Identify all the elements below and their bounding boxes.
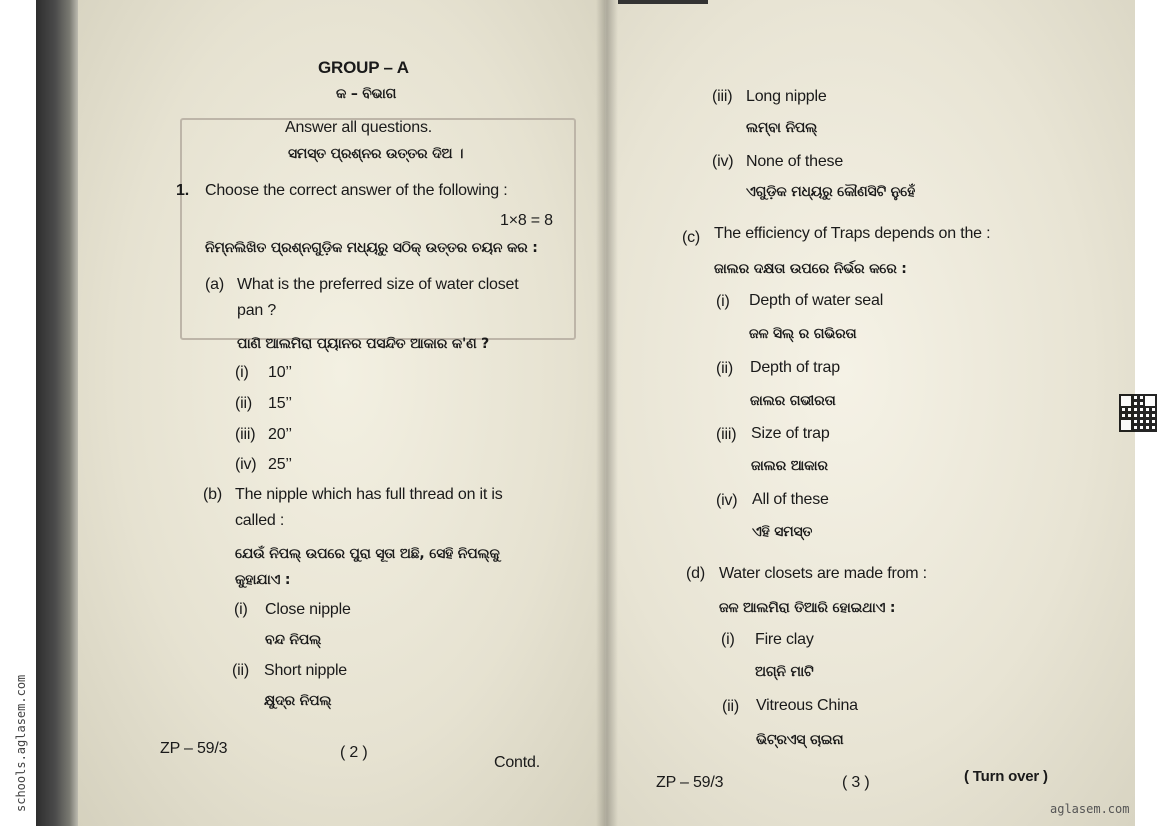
option-text: Depth of water seal — [749, 292, 884, 309]
option-label: (iv) — [716, 492, 738, 509]
footer-paper-code: ZP – 59/3 — [656, 774, 724, 791]
footer-turn-over: ( Turn over ) — [964, 768, 1048, 785]
question-text-odia: ନିମ୍ନଲିଖିତ ପ୍ରଶ୍ନଗୁଡ଼ିକ ମଧ୍ୟରୁ ସଠିକ୍ ଉତ୍ତର ଚୟନ କର : — [205, 240, 538, 256]
qr-finder — [1119, 418, 1133, 432]
subquestion-b-label: (b) — [203, 486, 222, 503]
footer-contd: Contd. — [494, 754, 540, 771]
option-text: 25’’ — [268, 456, 292, 473]
page-gutter — [596, 0, 618, 826]
option-label: (iii) — [716, 426, 737, 443]
option-label: (ii) — [716, 360, 733, 377]
option-text: Short nipple — [264, 662, 347, 679]
subquestion-d-label: (d) — [686, 565, 705, 582]
group-title-odia: କ – ବିଭାଗ — [336, 86, 397, 102]
question-marks: 1×8 = 8 — [500, 212, 553, 229]
subquestion-d-text: Water closets are made from : — [719, 565, 927, 582]
right-page — [605, 0, 1135, 826]
option-label: (i) — [721, 631, 735, 648]
option-odia: ବନ୍ଦ ନିପଲ୍ — [265, 632, 322, 648]
option-odia: ଅଗ୍ନି ମାଟି — [755, 664, 814, 680]
option-text: All of these — [752, 491, 829, 508]
option-odia: ଏହି ସମସ୍ତ — [752, 524, 813, 540]
option-odia: ଲମ୍ବା ନିପଲ୍ — [746, 120, 818, 136]
question-number: 1. — [176, 182, 189, 199]
subquestion-b-text-cont: called : — [235, 512, 285, 529]
subquestion-b-odia: ଯେଉଁ ନିପଲ୍ ଉପରେ ପୁରା ସୂତା ଅଛି, ସେହି ନିପଲ୍‌କୁ — [235, 546, 500, 562]
qr-code — [1119, 394, 1157, 432]
subquestion-a-label: (a) — [205, 276, 224, 293]
subquestion-c-text: The efficiency of Traps depends on the : — [714, 225, 991, 242]
group-title: GROUP – A — [318, 58, 409, 77]
qr-finder — [1119, 394, 1133, 408]
option-label: (i) — [235, 364, 249, 381]
option-label: (i) — [716, 293, 730, 310]
subquestion-d-odia: ଜଳ ଆଲମିରା ତିଆରି ହୋଇଥାଏ : — [719, 600, 896, 616]
option-odia: ଜାଲର ଆକାର — [751, 458, 828, 474]
subquestion-c-odia: ଜାଲର ଦକ୍ଷତା ଉପରେ ନିର୍ଭର କରେ : — [714, 261, 907, 277]
subquestion-b-odia-cont: କୁହାଯାଏ : — [235, 572, 291, 588]
option-label: (ii) — [235, 395, 252, 412]
option-label: (ii) — [722, 698, 739, 715]
option-text: Close nipple — [265, 601, 351, 618]
footer-page-number: ( 2 ) — [340, 744, 368, 761]
option-label: (iii) — [235, 426, 256, 443]
option-text: Vitreous China — [756, 697, 858, 714]
option-label: (i) — [234, 601, 248, 618]
option-label: (ii) — [232, 662, 249, 679]
subquestion-a-text-cont: pan ? — [237, 302, 277, 319]
subquestion-b-text: The nipple which has full thread on it is — [235, 486, 503, 503]
option-odia: ଏଗୁଡ଼ିକ ମଧ୍ୟରୁ କୌଣସିଟି ନୁହେଁ — [746, 184, 916, 200]
option-label: (iii) — [712, 88, 733, 105]
corner-watermark: aglasem.com — [1050, 802, 1130, 816]
option-odia: ଭିଟ୍ରଏସ୍ ଚାଇନା — [756, 732, 844, 748]
qr-finder — [1143, 394, 1157, 408]
book-spine-shadow — [36, 0, 78, 826]
option-text: Long nipple — [746, 88, 827, 105]
option-text: 10’’ — [268, 364, 292, 381]
option-text: Depth of trap — [750, 359, 840, 376]
subquestion-c-label: (c) — [682, 229, 701, 246]
footer-page-number: ( 3 ) — [842, 774, 870, 791]
question-text: Choose the correct answer of the following : — [205, 182, 508, 199]
option-text: Fire clay — [755, 631, 814, 648]
option-odia: ଜଳ ସିଲ୍ ର ଗଭିରତା — [749, 326, 857, 342]
option-text: None of these — [746, 153, 844, 170]
side-watermark: schools.aglasem.com — [14, 674, 28, 812]
subquestion-a-odia: ପାଣି ଆଲମିରା ପ୍ୟାନର ପସନ୍ଦିତ ଆକାର କ'ଣ ? — [237, 336, 490, 352]
option-odia: ଜାଲର ଗଭୀରତା — [750, 393, 836, 409]
option-text: 15’’ — [268, 395, 292, 412]
option-label: (iv) — [712, 153, 734, 170]
option-odia: କ୍ଷୁଦ୍ର ନିପଲ୍ — [264, 693, 332, 709]
option-text: Size of trap — [751, 425, 830, 442]
footer-paper-code: ZP – 59/3 — [160, 740, 228, 757]
subquestion-a-text: What is the preferred size of water closet — [237, 276, 519, 293]
instruction: Answer all questions. — [285, 119, 432, 136]
instruction-odia: ସମସ୍ତ ପ୍ରଶ୍ନର ଉତ୍ତର ଦିଅ । — [288, 146, 464, 162]
option-text: 20’’ — [268, 426, 292, 443]
option-label: (iv) — [235, 456, 257, 473]
top-edge-shadow — [618, 0, 708, 4]
